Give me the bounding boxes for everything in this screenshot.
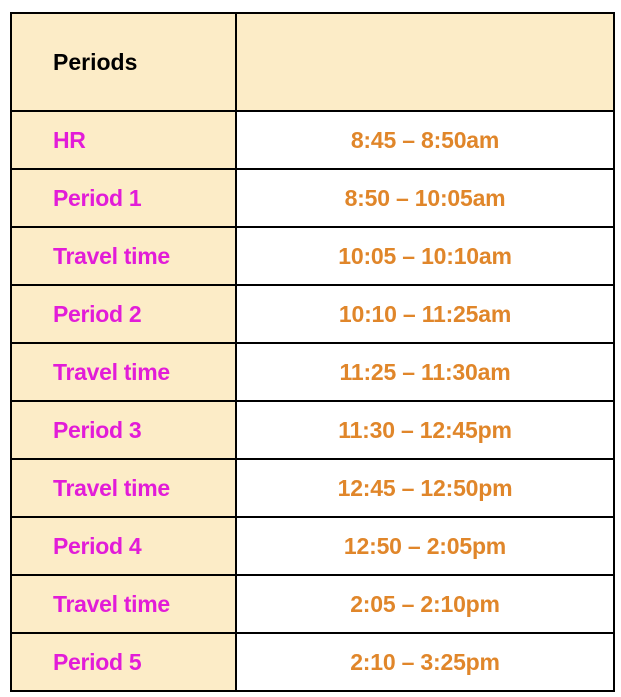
table-row xyxy=(11,227,614,285)
table-row xyxy=(11,575,614,633)
period-time: 8:45 – 8:50am xyxy=(236,111,614,169)
period-label: Travel time xyxy=(11,575,236,633)
period-time: 12:50 – 2:05pm xyxy=(236,517,614,575)
table-row xyxy=(11,633,614,691)
period-schedule-table xyxy=(10,12,615,692)
period-time: 11:30 – 12:45pm xyxy=(236,401,614,459)
period-label: Period 5 xyxy=(11,633,236,691)
period-label: Travel time xyxy=(11,343,236,401)
table-row xyxy=(11,459,614,517)
header-cell-periods: Periods xyxy=(11,13,236,111)
period-label: Period 1 xyxy=(11,169,236,227)
period-label: Period 2 xyxy=(11,285,236,343)
period-time: 2:10 – 3:25pm xyxy=(236,633,614,691)
period-label: Travel time xyxy=(11,459,236,517)
period-time: 12:45 – 12:50pm xyxy=(236,459,614,517)
table-row xyxy=(11,169,614,227)
table-row xyxy=(11,517,614,575)
period-label: Travel time xyxy=(11,227,236,285)
period-time: 11:25 – 11:30am xyxy=(236,343,614,401)
period-time: 10:10 – 11:25am xyxy=(236,285,614,343)
period-time: 8:50 – 10:05am xyxy=(236,169,614,227)
table-row xyxy=(11,111,614,169)
table-row xyxy=(11,285,614,343)
period-label: Period 4 xyxy=(11,517,236,575)
period-label: HR xyxy=(11,111,236,169)
period-time: 2:05 – 2:10pm xyxy=(236,575,614,633)
table-header-row xyxy=(11,13,614,111)
table-row xyxy=(11,343,614,401)
header-cell-empty xyxy=(236,13,614,111)
period-time: 10:05 – 10:10am xyxy=(236,227,614,285)
table-row xyxy=(11,401,614,459)
period-label: Period 3 xyxy=(11,401,236,459)
